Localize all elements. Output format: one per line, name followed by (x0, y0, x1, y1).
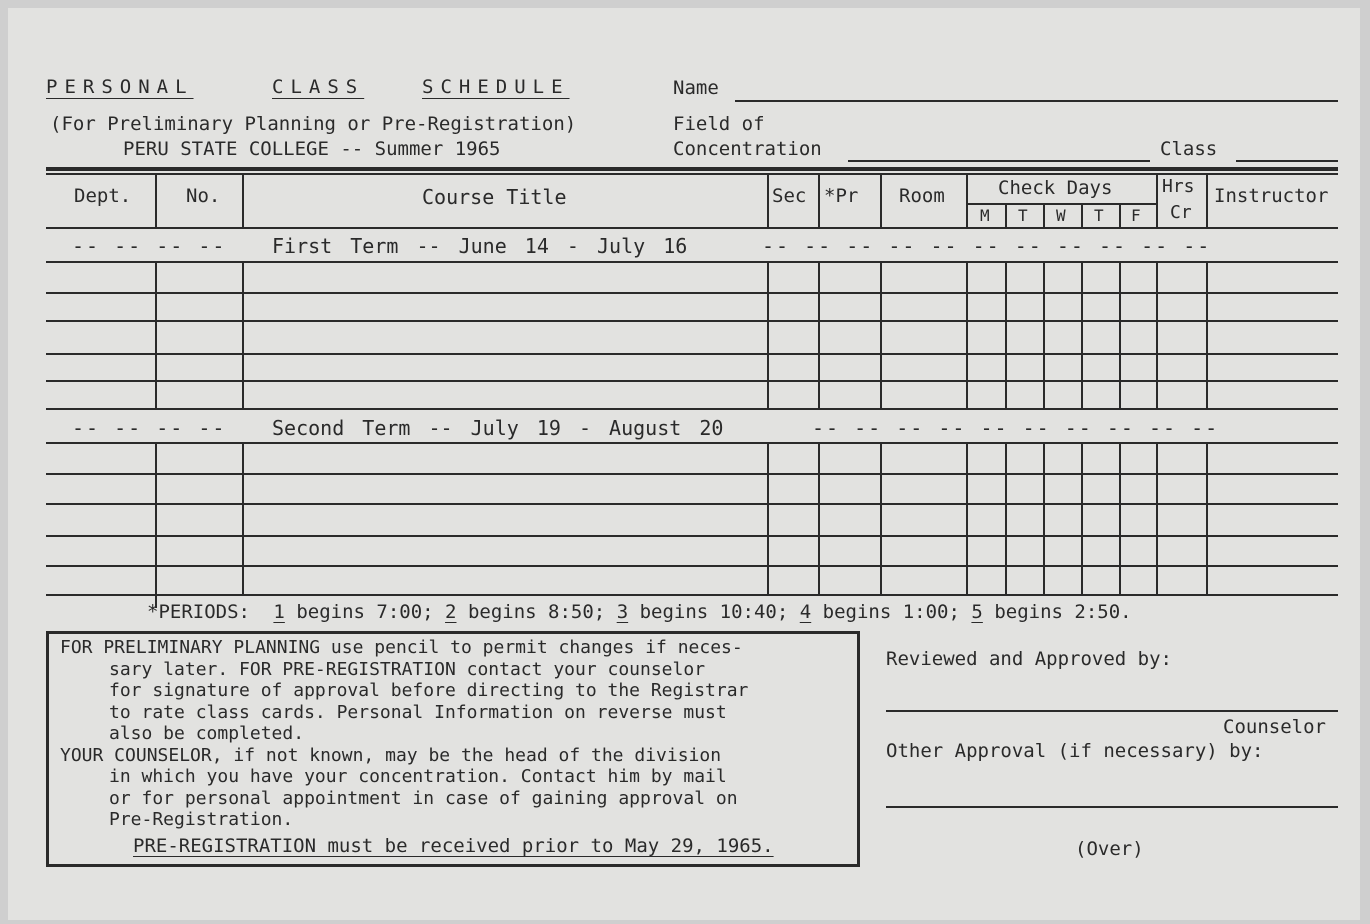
col-sec: Sec (772, 185, 807, 207)
first-col-sep (1156, 262, 1158, 408)
second-term-tail-dashes: -- -- -- -- -- -- -- -- -- -- (812, 416, 1220, 440)
period-3-text: begins 10:40; (639, 601, 789, 623)
hdr-sep (966, 175, 968, 227)
col-check-days: Check Days (998, 177, 1113, 199)
first-row-line (46, 320, 1338, 322)
subtitle: (For Preliminary Planning or Pre-Registration) (50, 113, 577, 135)
instruction-line: FOR PRELIMINARY PLANNING use pencil to permit changes if neces- (60, 637, 743, 658)
period-5-text: begins 2:50. (994, 601, 1132, 623)
hdr-sep (880, 175, 882, 227)
day-t1: T (1018, 206, 1028, 225)
second-col-sep (242, 443, 244, 594)
over-label: (Over) (1075, 838, 1144, 860)
instruction-line: or for personal appointment in case of gaining approval on (109, 787, 738, 809)
second-col-sep (155, 443, 157, 608)
instruction-line: YOUR COUNSELOR, if not known, may be the head of the division (60, 744, 722, 766)
first-col-sep (818, 262, 820, 408)
check-days-rule (968, 203, 1156, 205)
second-col-sep (1156, 443, 1158, 594)
class-label: Class (1160, 138, 1218, 160)
period-1-text: begins 7:00; (296, 601, 434, 623)
instruction-line: Pre-Registration. (109, 809, 294, 830)
col-hrs: Hrs (1162, 176, 1195, 197)
first-col-sep (1119, 262, 1121, 408)
period-2: 2 (445, 601, 457, 623)
table-top-rule (46, 167, 1338, 171)
first-row-line (46, 353, 1338, 355)
period-4-text: begins 1:00; (822, 601, 960, 623)
second-col-sep (1043, 443, 1045, 594)
hdr-sep (1119, 204, 1121, 227)
title-word-schedule: SCHEDULE (422, 76, 570, 98)
col-dept: Dept. (74, 185, 132, 207)
first-col-sep (155, 262, 157, 408)
college-line: PERU STATE COLLEGE -- Summer 1965 (123, 138, 501, 160)
hdr-sep (1081, 204, 1083, 227)
day-w: W (1056, 206, 1066, 225)
period-3: 3 (616, 601, 629, 623)
day-t2: T (1094, 206, 1104, 225)
second-col-sep (1206, 443, 1208, 594)
periods-line (147, 601, 1132, 623)
instruction-line: also be completed. (109, 723, 305, 744)
second-col-sep (818, 443, 820, 594)
second-col-sep (767, 443, 769, 594)
period-2-text: begins 8:50; (467, 601, 606, 623)
day-f: F (1131, 206, 1141, 225)
second-col-sep (880, 443, 882, 594)
col-course-title: Course Title (422, 185, 567, 209)
title-word-personal: PERSONAL (46, 76, 194, 98)
second-term-rule (46, 442, 1338, 444)
other-approval-label: Other Approval (if necessary) by: (886, 740, 1264, 762)
col-pr: *Pr (824, 185, 859, 207)
first-col-sep (242, 262, 244, 408)
day-m: M (980, 206, 990, 225)
first-term-label: First Term -- June 14 - July 16 (272, 234, 688, 258)
col-instructor: Instructor (1214, 185, 1329, 207)
name-field-line[interactable] (735, 100, 1338, 102)
first-term-tail-dashes: -- -- -- -- -- -- -- -- -- -- -- (762, 234, 1212, 258)
concentration-label: Concentration (673, 138, 822, 160)
second-term-bottom (46, 594, 1338, 596)
hdr-sep (767, 175, 769, 227)
table-top-rule-2 (46, 173, 1338, 175)
reviewed-label: Reviewed and Approved by: (886, 648, 1172, 670)
second-term-label: Second Term -- July 19 - August 20 (272, 416, 724, 440)
hdr-sep (1043, 204, 1045, 227)
period-5: 5 (971, 601, 983, 623)
first-term-lead-dashes: -- -- -- -- (72, 234, 227, 258)
hdr-sep (155, 175, 157, 227)
instruction-line: in which you have your concentration. Contact him by mail (109, 766, 727, 787)
period-1: 1 (273, 601, 285, 623)
first-row-line (46, 380, 1338, 382)
title-word-class: CLASS (272, 76, 365, 98)
col-no: No. (186, 185, 221, 207)
col-cr: Cr (1170, 202, 1192, 223)
hdr-sep (242, 175, 244, 227)
col-room: Room (899, 185, 945, 207)
first-col-sep (966, 262, 968, 408)
second-term-lead-dashes: -- -- -- -- (72, 416, 227, 440)
second-col-sep (1081, 443, 1083, 594)
hdr-sep (1005, 204, 1007, 227)
second-col-sep (1005, 443, 1007, 594)
deadline-notice: PRE-REGISTRATION must be received prior to May 29, 1965. (133, 835, 774, 857)
first-col-sep (1206, 262, 1208, 408)
hdr-sep (1206, 175, 1208, 227)
second-row-line (46, 535, 1338, 537)
field-label: Field of (673, 113, 765, 135)
instruction-line: sary later. FOR PRE-REGISTRATION contact your counselor (109, 658, 706, 680)
counselor-label: Counselor (1223, 716, 1326, 738)
periods-label: *PERIODS: (147, 601, 250, 623)
second-row-line (46, 565, 1338, 567)
instruction-line: for signature of approval before directing to the Registrar (109, 680, 749, 701)
second-row-line (46, 503, 1338, 505)
second-col-sep (966, 443, 968, 594)
name-label: Name (673, 77, 719, 99)
first-row-line (46, 292, 1338, 294)
first-col-sep (1043, 262, 1045, 408)
instructions-text (60, 637, 748, 831)
concentration-field-line[interactable] (848, 160, 1150, 162)
class-field-line[interactable] (1236, 160, 1338, 162)
hdr-sep (818, 175, 820, 227)
first-col-sep (767, 262, 769, 408)
second-col-sep (1119, 443, 1121, 594)
instruction-line: to rate class cards. Personal Information on reverse must (109, 701, 727, 723)
first-col-sep (880, 262, 882, 408)
second-row-line (46, 473, 1338, 475)
period-4: 4 (799, 601, 812, 623)
hdr-sep (1156, 175, 1158, 227)
first-term-bottom (46, 408, 1338, 410)
first-term-rule (46, 261, 1338, 263)
header-bottom-rule (46, 227, 1338, 229)
other-approval-line[interactable] (886, 806, 1338, 808)
first-col-sep (1005, 262, 1007, 408)
counselor-signature-line[interactable] (886, 710, 1338, 712)
first-col-sep (1081, 262, 1083, 408)
